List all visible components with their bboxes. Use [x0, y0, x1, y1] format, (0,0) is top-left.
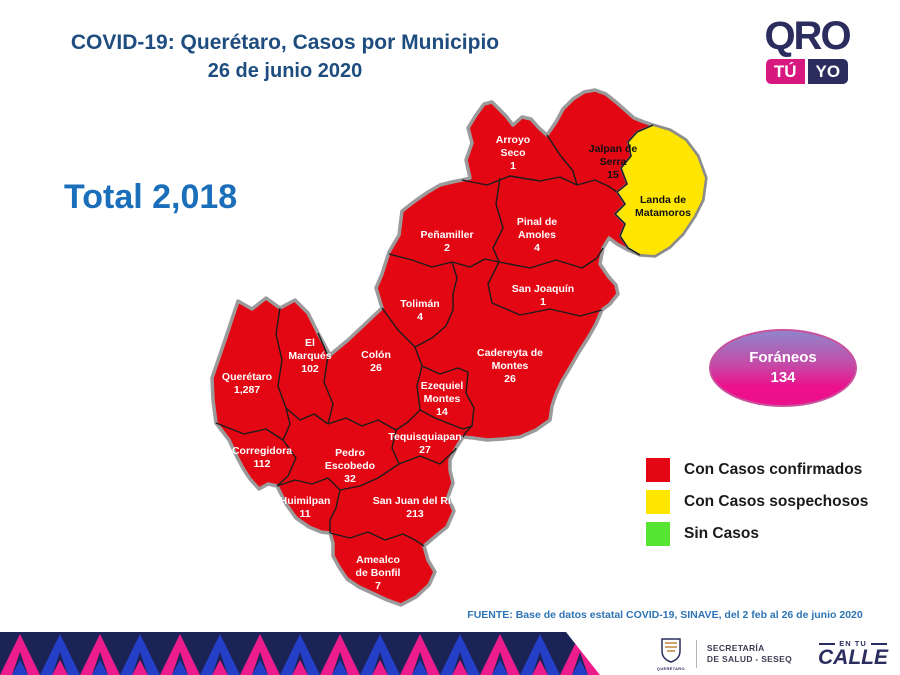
qro-logo-text: QRO [764, 14, 850, 58]
legend-label-1: Con Casos sospechosos [684, 493, 869, 510]
map-label-huimilpan: Huimilpan 11 [279, 495, 331, 520]
crest-caption: QUERÉTARO [656, 665, 685, 671]
map-label-jalpan-de-serra: Jalpan de Serra 15 [588, 143, 638, 181]
legend-label-0: Con Casos confirmados [684, 461, 863, 478]
qro-logo-yo: YO [808, 59, 849, 84]
legend-swatch-1 [646, 490, 670, 514]
legend-row-0 [646, 458, 868, 482]
map-label-ezequiel-montes: Ezequiel Montes 14 [420, 380, 464, 418]
map-label-san-juan-del-rio: San Juan del Río 213 [372, 495, 458, 520]
map-label-landa-de-matamoros: Landa de Matamoros [634, 194, 692, 219]
footer-logos [656, 632, 892, 675]
secretaria-salud-wordmark [707, 643, 792, 665]
foraneos-label: Foráneos [749, 349, 817, 366]
queretaro-crest-logo [656, 637, 686, 671]
secretaria-line1: SECRETARÍA [706, 642, 765, 653]
legend-row-1 [646, 490, 868, 514]
crest-shield-icon [660, 637, 682, 663]
title-line1: COVID-19: Querétaro, Casos por Municipio [70, 31, 500, 54]
legend-swatch-2 [646, 522, 670, 546]
map-label-corregidora: Corregidora 112 [231, 445, 293, 470]
footer-banner [0, 632, 900, 675]
map-label-toliman: Tolimán 4 [400, 298, 440, 323]
en-tu-calle-logo [814, 639, 892, 668]
foraneos-value: 134 [770, 369, 796, 386]
map-label-el-marques: El Marqués 102 [288, 337, 332, 375]
entu-label: EN TU [814, 639, 892, 648]
map-label-san-joaquin: San Joaquín 1 [511, 283, 575, 308]
map-label-cadereyta-de-montes: Cadereyta de Montes 26 [477, 347, 543, 385]
page-title [45, 28, 525, 86]
qro-logo-boxes [742, 59, 872, 84]
footer-divider [696, 640, 697, 668]
legend-label-2: Sin Casos [684, 525, 759, 542]
map-label-penamiller: Peñamiller 2 [420, 229, 474, 254]
legend-swatch-0 [646, 458, 670, 482]
map-label-arroyo-seco: Arroyo Seco 1 [495, 134, 531, 172]
map-label-tequisquiapan: Tequisquiapan 27 [388, 431, 462, 456]
map-legend [646, 458, 868, 554]
title-date: 26 de junio 2020 [207, 60, 363, 82]
legend-row-2 [646, 522, 868, 546]
qro-tuyo-logo [742, 14, 872, 84]
qro-logo-tu: TÚ [766, 59, 805, 84]
secretaria-line2: DE SALUD - SESEQ [706, 653, 792, 664]
map-label-pinal-de-amoles: Pinal de Amoles 4 [516, 216, 558, 254]
queretaro-municipal-map [200, 88, 720, 628]
map-label-amealco-de-bonfil: Amealco de Bonfil 7 [355, 554, 401, 592]
total-cases: Total 2,018 [64, 178, 238, 216]
map-label-queretaro: Querétaro 1,287 [221, 371, 273, 396]
foraneos-badge [709, 329, 857, 407]
calle-wordmark: CALLE [818, 646, 888, 669]
source-note: FUENTE: Base de datos estatal COVID-19, SINAVE, del 2 feb al 26 de junio 2020 [467, 609, 863, 621]
map-label-pedro-escobedo: Pedro Escobedo 32 [324, 447, 376, 485]
map-label-colon: Colón 26 [361, 349, 391, 374]
